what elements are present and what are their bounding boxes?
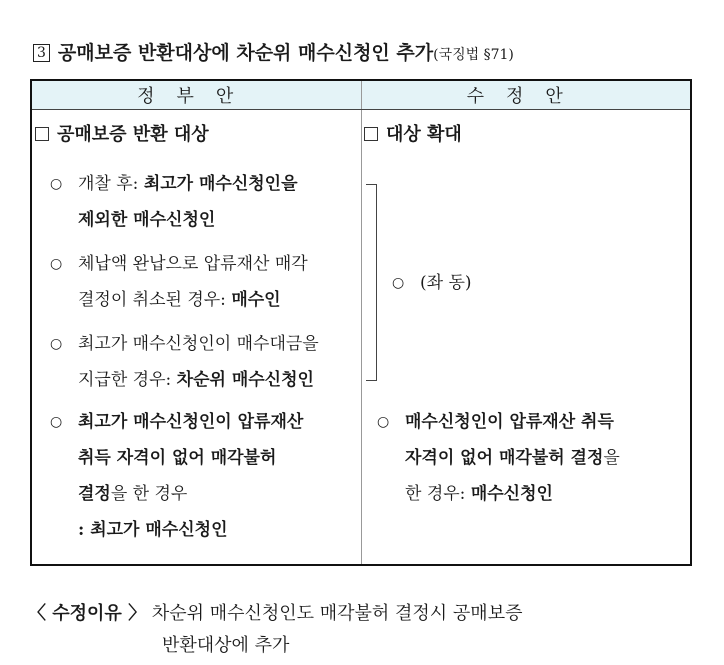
section-number: 3 [33,44,50,62]
right-item: ○ 매수신청인이 압류재산 취득 자격이 없어 매각불허 결정을 한 경우: 매수신청인 [405,404,695,512]
header-revised-draft: 수정안 [361,80,691,110]
right-heading: 대상 확대 [364,120,462,146]
checkbox-square-icon [35,127,49,141]
revision-reason-line1: 차순위 매수신청인도 매각불허 결정시 공매보증 [151,603,523,624]
left-heading: 공매보증 반환 대상 [35,120,209,146]
left-item-2: ○ 체납액 완납으로 압류재산 매각 결정이 취소된 경우: 매수인 [78,246,358,318]
checkbox-square-icon [364,127,378,141]
header-government-draft: 정부안 [31,80,361,110]
revision-reason [28,598,522,630]
section-title [33,38,514,65]
circle-bullet-icon: ○ [50,336,63,352]
circle-bullet-icon: ○ [392,275,405,291]
left-item-4: ○ 최고가 매수신청인이 압류재산 취득 자격이 없어 매각불허 결정을 한 경우 : 최고가 매수신청인 [78,404,358,548]
revision-reason-line2: 반환대상에 추가 [162,635,290,656]
left-item-1: ○ 개찰 후: 최고가 매수신청인을 제외한 매수신청인 [78,166,358,238]
law-reference: (국징법 §71) [433,47,514,63]
circle-bullet-icon: ○ [50,414,63,430]
circle-bullet-icon: ○ [50,256,63,272]
right-same-note: ○ (좌 동) [420,265,472,301]
circle-bullet-icon: ○ [50,176,63,192]
section-title-text: 공매보증 반환대상에 차순위 매수신청인 추가 [57,42,434,64]
circle-bullet-icon: ○ [377,414,390,430]
left-item-3: ○ 최고가 매수신청인이 매수대금을 지급한 경우: 차순위 매수신청인 [78,326,358,398]
revision-reason-label: 〈 수정이유 〉 [28,603,147,624]
bracket-connector [366,184,377,381]
